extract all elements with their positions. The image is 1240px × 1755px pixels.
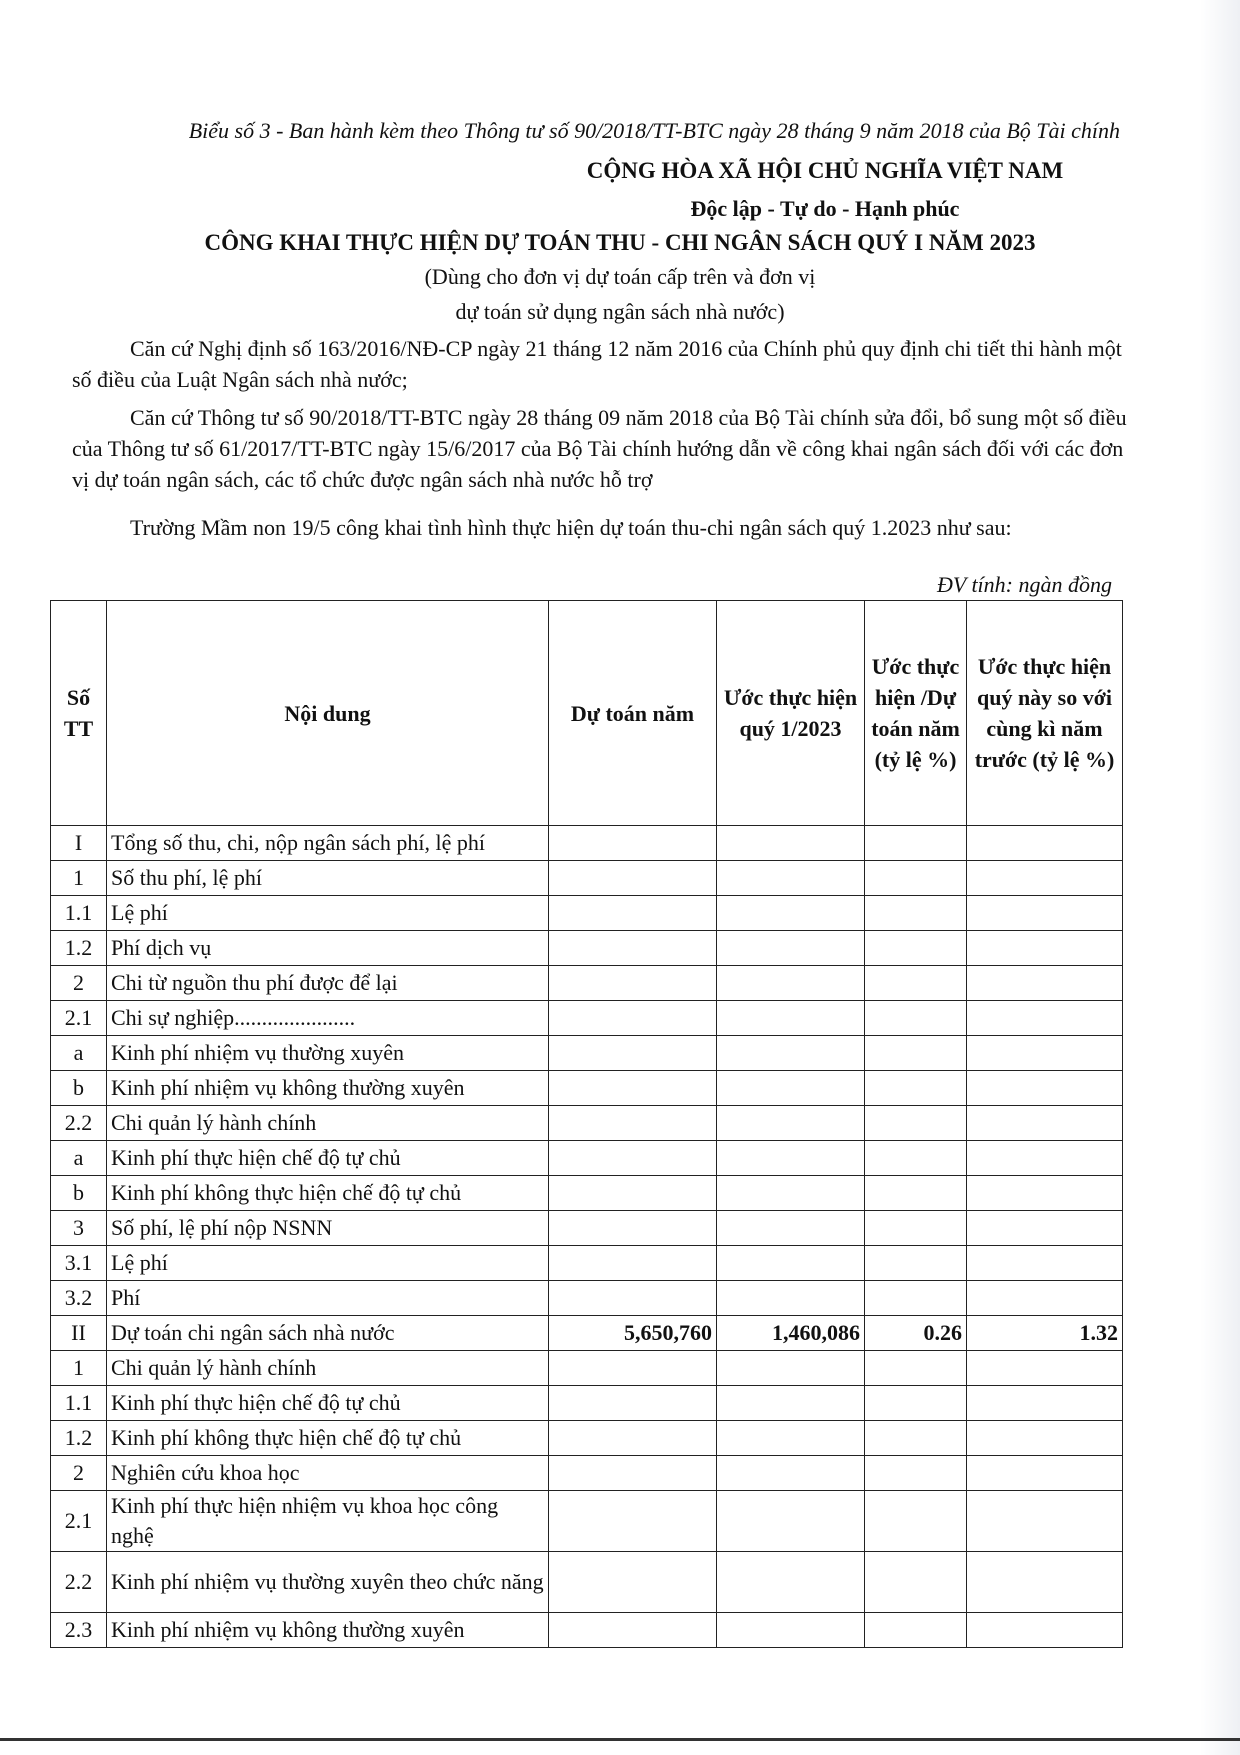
table-row	[51, 1316, 1123, 1351]
row-q1-estimate	[717, 896, 865, 931]
row-ratio	[865, 966, 967, 1001]
row-annual-estimate	[549, 861, 717, 896]
row-annual-estimate	[549, 1491, 717, 1552]
national-title: CỘNG HÒA XÃ HỘI CHỦ NGHĨA VIỆT NAM	[586, 158, 1064, 183]
regulation-note: Biểu số 3 - Ban hành kèm theo Thông tư số 90/2018/TT-BTC ngày 28 tháng 9 năm 2018 của Bộ Tài chính	[188, 118, 1120, 143]
row-annual-estimate	[549, 931, 717, 966]
row-content: Kinh phí không thực hiện chế độ tự chủ	[107, 1421, 549, 1456]
row-ratio	[865, 1491, 967, 1552]
table-row	[51, 861, 1123, 896]
row-stt: 1.1	[51, 1386, 107, 1421]
table-row	[51, 931, 1123, 966]
row-yoy	[967, 1211, 1123, 1246]
row-annual-estimate	[549, 1036, 717, 1071]
header-q1-estimate: Ước thực hiện quý 1/2023	[717, 601, 865, 826]
scan-edge-shadow	[1200, 0, 1240, 1755]
national-motto: Độc lập - Tự do - Hạnh phúc	[690, 196, 960, 221]
row-annual-estimate	[549, 1176, 717, 1211]
row-annual-estimate	[549, 1211, 717, 1246]
scan-bottom-edge	[0, 1738, 1240, 1741]
row-annual-estimate	[549, 1613, 717, 1648]
row-stt: 2.2	[51, 1106, 107, 1141]
budget-table	[50, 600, 1123, 1648]
table-header-row	[51, 601, 1123, 826]
row-stt: b	[51, 1071, 107, 1106]
row-yoy	[967, 1141, 1123, 1176]
row-ratio	[865, 1552, 967, 1613]
row-ratio	[865, 1246, 967, 1281]
row-content: Kinh phí nhiệm vụ không thường xuyên	[107, 1613, 549, 1648]
row-q1-estimate	[717, 1246, 865, 1281]
row-content: Kinh phí thực hiện chế độ tự chủ	[107, 1386, 549, 1421]
row-content: Kinh phí nhiệm vụ thường xuyên	[107, 1036, 549, 1071]
table-row	[51, 1211, 1123, 1246]
row-annual-estimate	[549, 966, 717, 1001]
row-yoy	[967, 1491, 1123, 1552]
row-stt: 2.1	[51, 1491, 107, 1552]
row-annual-estimate	[549, 1351, 717, 1386]
row-ratio	[865, 861, 967, 896]
row-yoy	[967, 1036, 1123, 1071]
legal-basis-paragraph-2: Căn cứ Thông tư số 90/2018/TT-BTC ngày 28 tháng 09 năm 2018 của Bộ Tài chính sửa đổi, bổ sung một số điều của Thông tư số 61/2017/TT-BTC ngày 15/6/2017 của Bộ Tài chính hướng dẫn về công khai ngân sách đối với các đơn vị dự toán ngân sách, các tổ chức được ngân sách nhà nước hỗ trợ	[72, 405, 1127, 492]
row-content: Kinh phí thực hiện chế độ tự chủ	[107, 1141, 549, 1176]
row-q1-estimate	[717, 966, 865, 1001]
row-content: Kinh phí nhiệm vụ thường xuyên theo chức năng	[107, 1552, 549, 1613]
table-row	[51, 1351, 1123, 1386]
row-stt: 3.1	[51, 1246, 107, 1281]
row-q1-estimate	[717, 1211, 865, 1246]
table-row	[51, 1071, 1123, 1106]
row-q1-estimate	[717, 1351, 865, 1386]
document-subtitle-line2: dự toán sử dụng ngân sách nhà nước)	[455, 299, 785, 324]
row-ratio	[865, 1176, 967, 1211]
row-q1-estimate	[717, 861, 865, 896]
row-stt: 2	[51, 966, 107, 1001]
row-content: Chi quản lý hành chính	[107, 1106, 549, 1141]
row-q1-estimate	[717, 1281, 865, 1316]
row-yoy	[967, 1421, 1123, 1456]
row-content: Phí	[107, 1281, 549, 1316]
document-subtitle-line1: (Dùng cho đơn vị dự toán cấp trên và đơn vị	[424, 264, 816, 289]
row-ratio	[865, 1421, 967, 1456]
table-row	[51, 1036, 1123, 1071]
table-row	[51, 1281, 1123, 1316]
row-q1-estimate	[717, 1491, 865, 1552]
row-yoy	[967, 826, 1123, 861]
row-yoy	[967, 1281, 1123, 1316]
header-stt: Số TT	[51, 601, 107, 826]
row-ratio	[865, 1001, 967, 1036]
row-ratio	[865, 1141, 967, 1176]
row-yoy	[967, 1613, 1123, 1648]
row-ratio	[865, 1351, 967, 1386]
row-stt: 3	[51, 1211, 107, 1246]
table-row	[51, 966, 1123, 1001]
row-stt: 1.2	[51, 931, 107, 966]
header-annual-estimate: Dự toán năm	[549, 601, 717, 826]
row-yoy	[967, 931, 1123, 966]
row-ratio	[865, 826, 967, 861]
row-q1-estimate	[717, 1036, 865, 1071]
row-annual-estimate	[549, 826, 717, 861]
row-content: Số thu phí, lệ phí	[107, 861, 549, 896]
table-body	[51, 826, 1123, 1648]
row-q1-estimate	[717, 1552, 865, 1613]
row-yoy	[967, 1386, 1123, 1421]
table-row	[51, 1491, 1123, 1552]
row-content: Phí dịch vụ	[107, 931, 549, 966]
row-annual-estimate	[549, 1421, 717, 1456]
row-q1-estimate	[717, 1613, 865, 1648]
row-yoy	[967, 1071, 1123, 1106]
row-q1-estimate	[717, 1106, 865, 1141]
row-stt: 3.2	[51, 1281, 107, 1316]
row-annual-estimate: 5,650,760	[549, 1316, 717, 1351]
row-ratio: 0.26	[865, 1316, 967, 1351]
row-yoy	[967, 1106, 1123, 1141]
row-annual-estimate	[549, 1001, 717, 1036]
row-stt: 2.2	[51, 1552, 107, 1613]
row-annual-estimate	[549, 1552, 717, 1613]
row-ratio	[865, 896, 967, 931]
header-content: Nội dung	[107, 601, 549, 826]
table-row	[51, 1613, 1123, 1648]
row-stt: 2.3	[51, 1613, 107, 1648]
row-stt: II	[51, 1316, 107, 1351]
row-yoy	[967, 1176, 1123, 1211]
row-yoy	[967, 1552, 1123, 1613]
row-annual-estimate	[549, 1456, 717, 1491]
row-ratio	[865, 1036, 967, 1071]
header-yoy: Ước thực hiện quý này so với cùng kì năm trước (tỷ lệ %)	[967, 601, 1123, 826]
row-yoy	[967, 896, 1123, 931]
row-q1-estimate	[717, 1071, 865, 1106]
row-content: Dự toán chi ngân sách nhà nước	[107, 1316, 549, 1351]
row-q1-estimate	[717, 1421, 865, 1456]
row-q1-estimate	[717, 1456, 865, 1491]
row-stt: 2.1	[51, 1001, 107, 1036]
document-title: CÔNG KHAI THỰC HIỆN DỰ TOÁN THU - CHI NGÂN SÁCH QUÝ I NĂM 2023	[204, 230, 1036, 255]
table-row	[51, 1421, 1123, 1456]
row-q1-estimate	[717, 1176, 865, 1211]
row-content: Chi sự nghiệp......................	[107, 1001, 549, 1036]
row-content: Kinh phí không thực hiện chế độ tự chủ	[107, 1176, 549, 1211]
row-content: Nghiên cứu khoa học	[107, 1456, 549, 1491]
table-row	[51, 1176, 1123, 1211]
row-annual-estimate	[549, 1106, 717, 1141]
row-content: Chi quản lý hành chính	[107, 1351, 549, 1386]
row-stt: a	[51, 1036, 107, 1071]
row-annual-estimate	[549, 896, 717, 931]
table-row	[51, 1456, 1123, 1491]
row-yoy	[967, 1351, 1123, 1386]
row-q1-estimate	[717, 1001, 865, 1036]
row-content: Lệ phí	[107, 896, 549, 931]
row-yoy	[967, 1001, 1123, 1036]
row-annual-estimate	[549, 1071, 717, 1106]
row-yoy	[967, 1246, 1123, 1281]
row-ratio	[865, 1386, 967, 1421]
row-yoy: 1.32	[967, 1316, 1123, 1351]
table-row	[51, 1552, 1123, 1613]
row-annual-estimate	[549, 1386, 717, 1421]
table-row	[51, 826, 1123, 861]
row-stt: b	[51, 1176, 107, 1211]
row-q1-estimate	[717, 826, 865, 861]
row-yoy	[967, 966, 1123, 1001]
row-annual-estimate	[549, 1281, 717, 1316]
table-row	[51, 1106, 1123, 1141]
row-content: Chi từ nguồn thu phí được để lại	[107, 966, 549, 1001]
table-row	[51, 1141, 1123, 1176]
row-stt: I	[51, 826, 107, 861]
row-q1-estimate	[717, 931, 865, 966]
legal-basis-paragraph-1: Căn cứ Nghị định số 163/2016/NĐ-CP ngày 21 tháng 12 năm 2016 của Chính phủ quy định chi tiết thi hành một số điều của Luật Ngân sách nhà nước;	[72, 336, 1122, 392]
row-ratio	[865, 931, 967, 966]
row-stt: 1.2	[51, 1421, 107, 1456]
unit-label: ĐV tính: ngàn đồng	[937, 572, 1112, 597]
row-annual-estimate	[549, 1246, 717, 1281]
row-ratio	[865, 1613, 967, 1648]
table-row	[51, 896, 1123, 931]
row-ratio	[865, 1071, 967, 1106]
row-annual-estimate	[549, 1141, 717, 1176]
header-ratio: Ước thực hiện /Dự toán năm (tỷ lệ %)	[865, 601, 967, 826]
row-q1-estimate	[717, 1386, 865, 1421]
row-content: Kinh phí thực hiện nhiệm vụ khoa học công nghệ	[107, 1491, 549, 1552]
row-content: Lệ phí	[107, 1246, 549, 1281]
intro-paragraph: Trường Mầm non 19/5 công khai tình hình thực hiện dự toán thu-chi ngân sách quý 1.2023 như sau:	[130, 515, 1012, 540]
table-row	[51, 1001, 1123, 1036]
row-stt: a	[51, 1141, 107, 1176]
row-yoy	[967, 861, 1123, 896]
row-stt: 1	[51, 861, 107, 896]
row-ratio	[865, 1456, 967, 1491]
row-content: Số phí, lệ phí nộp NSNN	[107, 1211, 549, 1246]
row-content: Tổng số thu, chi, nộp ngân sách phí, lệ phí	[107, 826, 549, 861]
row-q1-estimate: 1,460,086	[717, 1316, 865, 1351]
row-yoy	[967, 1456, 1123, 1491]
row-stt: 2	[51, 1456, 107, 1491]
row-content: Kinh phí nhiệm vụ không thường xuyên	[107, 1071, 549, 1106]
row-ratio	[865, 1106, 967, 1141]
row-ratio	[865, 1281, 967, 1316]
row-stt: 1	[51, 1351, 107, 1386]
table-row	[51, 1246, 1123, 1281]
row-q1-estimate	[717, 1141, 865, 1176]
table-row	[51, 1386, 1123, 1421]
row-stt: 1.1	[51, 896, 107, 931]
row-ratio	[865, 1211, 967, 1246]
